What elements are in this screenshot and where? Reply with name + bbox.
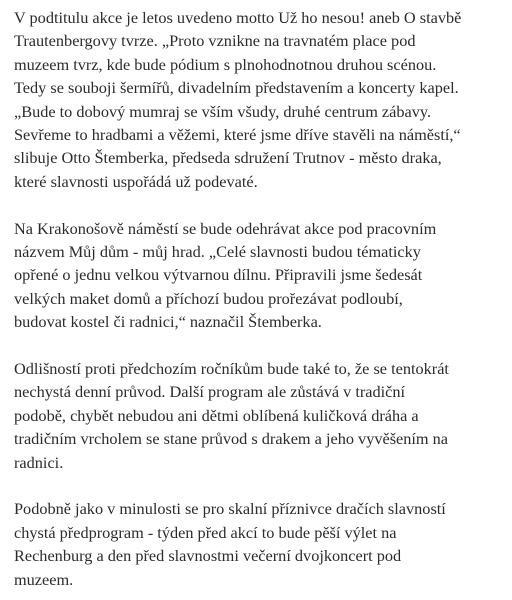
paragraph-square (14, 217, 498, 334)
text-line: podobě, chybět nebudou ani dětmi oblíbená kuličková dráha a (14, 405, 419, 425)
text-line: velkých maket domů a příchozí budou prořezávat podloubí, (14, 288, 403, 308)
text-line: Tedy se souboji šermířů, divadelním představením a koncerty kapel. (14, 78, 459, 98)
text-line: Odlišností proti předchozím ročníkům bude také to, že se tentokrát (14, 359, 449, 379)
text-line: nechystá denní průvod. Další program ale zůstává v tradiční (14, 382, 406, 402)
text-line: opřené o jednu velkou výtvarnou dílnu. Připravili jsme šedesát (14, 265, 423, 285)
text-line: chystá předprogram - týden před akcí to bude pěší výlet na (14, 522, 397, 542)
paragraph-motto (14, 6, 498, 193)
text-line: muzeem tvrz, kde bude pódium s plnohodnotnou druhou scénou. (14, 54, 437, 74)
text-line: budovat kostel či radnici,“ naznačil Štemberka. (14, 312, 322, 332)
text-line: Na Krakonošově náměstí se bude odehrávat akce pod pracovním (14, 218, 437, 238)
text-line: radnici. (14, 452, 64, 472)
text-line: Rechenburg a den před slavnostmi večerní dvojkoncert pod (14, 546, 402, 566)
text-line: „Bude to dobový mumraj se vším všudy, druhé centrum zábavy. (14, 101, 432, 121)
text-line: názvem Můj dům - můj hrad. „Celé slavnosti budou tématicky (14, 242, 421, 262)
text-line: V podtitulu akce je letos uvedeno motto Už ho nesou! aneb O stavbě (14, 8, 462, 27)
text-line: Podobně jako v minulosti se pro skalní příznivce dračích slavností (14, 499, 446, 519)
text-line: muzeem. (14, 569, 74, 589)
text-line: slibuje Otto Štemberka, předseda sdružení Trutnov - město draka, (14, 148, 442, 168)
text-line: které slavnosti uspořádá už podevaté. (14, 171, 258, 191)
text-line: Sevřeme to hradbami a věžemi, které jsme dříve stavěli na náměstí,“ (14, 125, 461, 145)
text-line: Trautenbergovy tvrze. „Proto vznikne na travnatém place pod (14, 31, 416, 51)
text-line: tradičním vrcholem se stane průvod s drakem a jeho vyvěšením na (14, 429, 449, 449)
paragraph-program (14, 357, 498, 474)
paragraph-preprogram (14, 497, 498, 591)
